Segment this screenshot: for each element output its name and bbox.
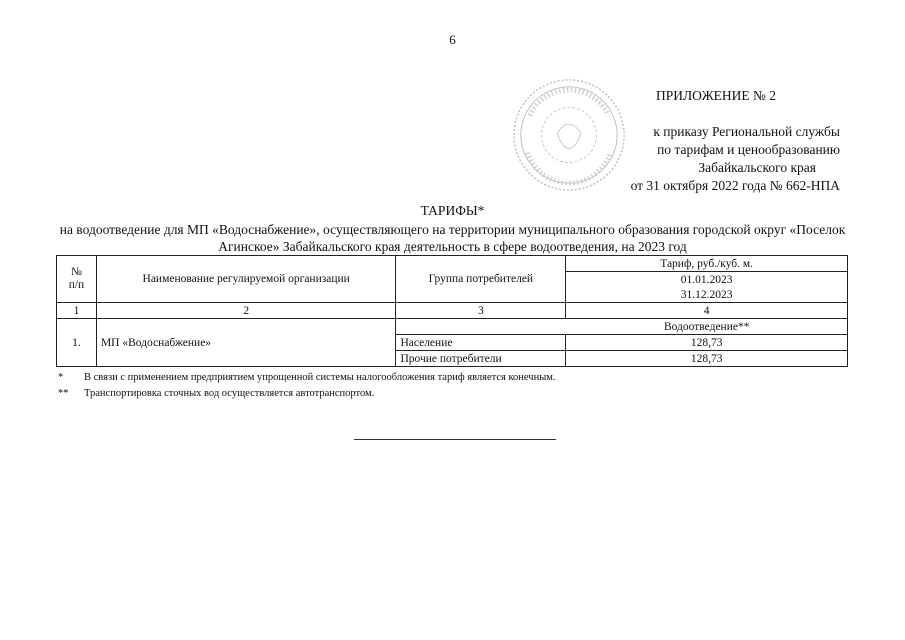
footnote-text: Транспортировка сточных вод осуществляется автотранспортом. — [84, 388, 375, 399]
row-number: 1. — [57, 319, 97, 367]
round-seal-stamp-icon — [510, 76, 628, 194]
column-number: 4 — [566, 303, 848, 319]
document-subtitle: на водоотведение для МП «Водоснабжение», осуществляющего на территории муниципального образования городской округ «Поселок Агинское» Забайкальского края деятельность в сфере водоотведения, на 2023 год — [59, 222, 846, 254]
footnotes — [58, 370, 556, 402]
column-number: 1 — [57, 303, 97, 319]
page-number: 6 — [449, 32, 456, 47]
header-tariff: Тариф, руб./куб. м. — [566, 256, 848, 272]
footnote-mark: ** — [58, 388, 69, 399]
tariff-table — [56, 255, 848, 367]
footnote — [58, 386, 556, 402]
header-date-from: 01.01.2023 — [566, 272, 848, 288]
table-row — [57, 319, 848, 335]
column-number: 2 — [96, 303, 396, 319]
appendix-line-service: по тарифам и ценообразованию — [657, 142, 840, 157]
footnote — [58, 370, 556, 386]
end-separator-line — [354, 439, 556, 440]
header-consumer-group: Группа потребителей — [396, 256, 566, 303]
appendix-line-date: от 31 октября 2022 года № 662-НПА — [630, 178, 840, 193]
appendix-line-region: Забайкальского края — [698, 160, 816, 175]
consumer-group-other: Прочие потребители — [396, 351, 566, 367]
tariff-value-other: 128,73 — [566, 351, 848, 367]
row-section-title: Водоотведение** — [396, 319, 848, 335]
footnote-mark: * — [58, 372, 64, 383]
appendix-title: ПРИЛОЖЕНИЕ № 2 — [656, 88, 777, 103]
appendix-line-order: к приказу Региональной службы — [653, 124, 840, 139]
tariff-value-population: 128,73 — [566, 335, 848, 351]
column-number: 3 — [396, 303, 566, 319]
header-organization: Наименование регулируемой организации — [96, 256, 396, 303]
header-date-to: 31.12.2023 — [566, 287, 848, 303]
row-organization: МП «Водоснабжение» — [96, 319, 396, 367]
header-number: № п/п — [57, 256, 97, 303]
footnote-text: В связи с применением предприятием упрощенной системы налогообложения тариф является конечным. — [84, 372, 556, 383]
consumer-group-population: Население — [396, 335, 566, 351]
document-title: ТАРИФЫ* — [420, 203, 485, 218]
column-numbers-row — [57, 303, 848, 319]
